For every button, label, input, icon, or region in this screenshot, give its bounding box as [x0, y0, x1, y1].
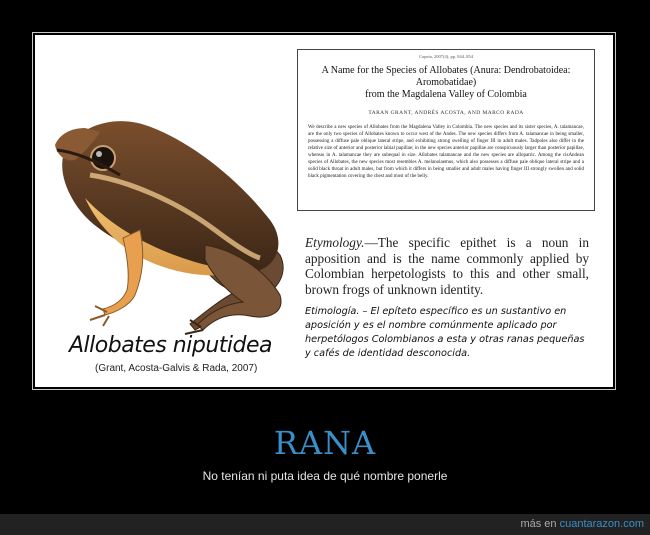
caption-title: RANA — [273, 424, 377, 462]
poster-image — [35, 35, 613, 387]
paper-title — [305, 65, 587, 101]
paper-abstract-box — [297, 49, 595, 211]
poster-frame[interactable] — [32, 32, 616, 390]
site-link[interactable]: cuantarazon.com — [559, 518, 644, 530]
paper-abstract: We describe a new species of Allobates from the Magdalena Valley in Colombia. The new species and its sister species, A. talamancae, are the only two species of Allobates known to occur west of the Andes. The new species differs from A. talamancae in being smaller, possessing a diffuse pale oblique lateral stripe, and exhibiting strong swelling of finger III in adult males. Tadpoles also differ in the relative size of anterior and posterior labial papillae; in the new species anterior papillae are conspicuously larger than posterior papillae, whereas in A. talamancae they are subequal in size. Allobates talamancae and the new species are allopatric. Among the cisAndean species of Allobates, the new species most resembles A. melanolaemus, which also possesses a diffuse pale oblique lateral stripe and a solid black throat in adult males, but from which it differs in being smaller and adult males having finger III strongly swollen and solid black pigmentation covering the chest and most of the belly. — [308, 125, 584, 179]
etymology-english-body: —The specific epithet is a noun in apposition and is the name commonly applied by Colombian herpetologists to this and other small, brown frogs of unknown identity. — [305, 235, 589, 297]
caption-text: No tenían ni puta idea de qué nombre ponerle — [202, 469, 448, 483]
footer-bar — [0, 514, 650, 535]
paper-authors: TARAN GRANT, ANDRÉS ACOSTA, AND MARCO RADA — [368, 110, 524, 116]
paper-title-line1: A Name for the Species of Allobates (Anura: Dendrobatoidea: Aromobatidae) — [321, 65, 571, 88]
footer-prefix: más en — [520, 518, 557, 530]
etymology-english — [305, 235, 589, 297]
species-authority: (Grant, Acosta-Galvis & Rada, 2007) — [95, 363, 258, 374]
footer-text — [520, 518, 644, 530]
frog-illustration — [45, 80, 313, 340]
etymology-english-lead: Etymology. — [305, 235, 365, 250]
paper-title-line2: from the Magdalena Valley of Colombia — [365, 89, 527, 100]
paper-citation: Copeia, 2007(4), pp. 844–854 — [419, 54, 473, 59]
species-name: Allobates niputidea — [69, 333, 272, 358]
etymology-spanish: Etimología. – El epíteto específico es un sustantivo en aposición y es el nombre comúnmente aplicado por herpetólogos Colombianos a esta y otras ranas pequeñas y cafés de identidad desconocida. — [305, 306, 585, 359]
